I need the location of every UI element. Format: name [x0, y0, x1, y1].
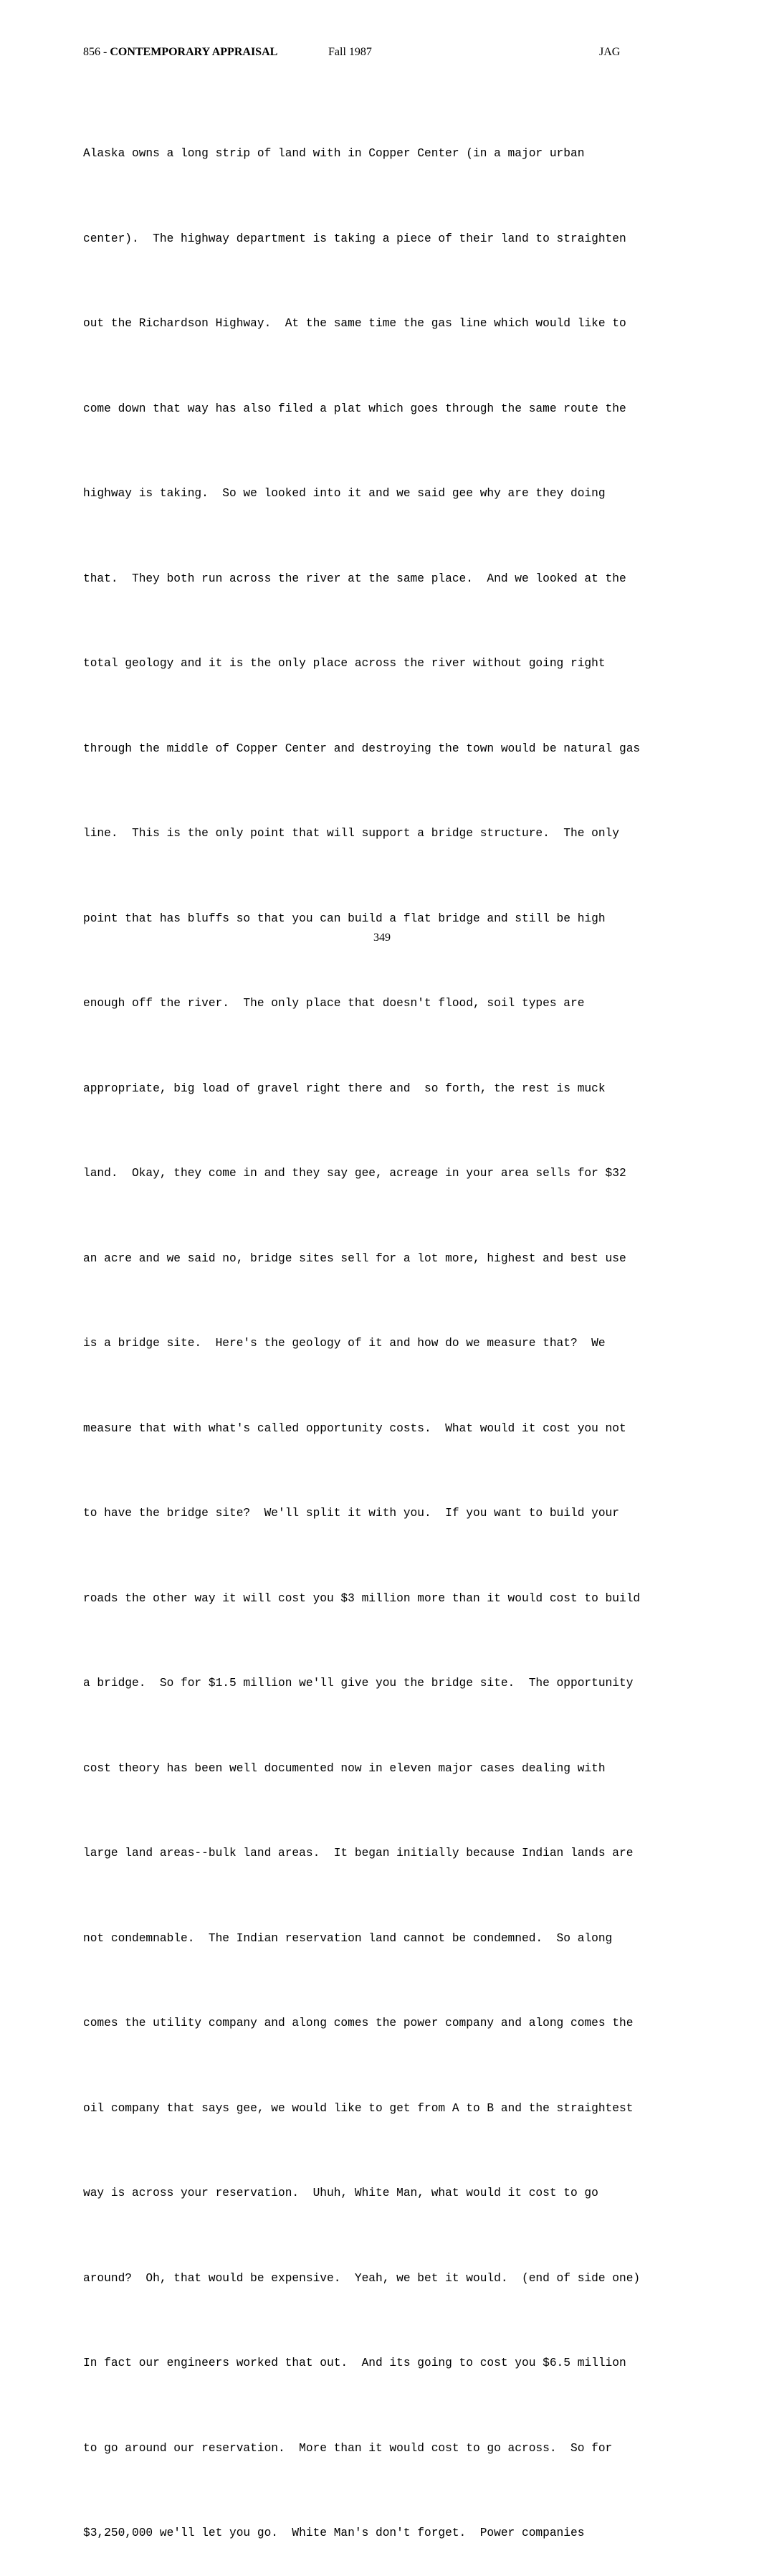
- text-line: a bridge. So for $1.5 million we'll give you the bridge site. The opportunity: [83, 1677, 634, 1690]
- text-line: center). The highway department is taking a piece of their land to straighten: [83, 232, 626, 245]
- text-line: total geology and it is the only place across the river without going right: [83, 657, 606, 670]
- course-number: 856 -: [83, 46, 110, 58]
- text-line: through the middle of Copper Center and destroying the town would be natural gas: [83, 742, 641, 755]
- course-title: CONTEMPORARY APPRAISAL: [110, 46, 278, 58]
- text-line: that. They both run across the river at the same place. And we looked at the: [83, 572, 626, 585]
- transcript-body: [83, 83, 685, 2576]
- text-line: not condemnable. The Indian reservation land cannot be condemned. So along: [83, 1931, 613, 1945]
- page-number: 349: [373, 932, 391, 944]
- text-line: point that has bluffs so that you can build a flat bridge and still be high: [83, 911, 606, 925]
- text-line: Alaska owns a long strip of land with in Copper Center (in a major urban: [83, 147, 585, 160]
- text-line: way is across your reservation. Uhuh, White Man, what would it cost to go: [83, 2187, 598, 2199]
- text-line: land. Okay, they come in and they say gee, acreage in your area sells for $32: [83, 1167, 626, 1180]
- author-initials: JAG: [599, 46, 621, 58]
- text-line: highway is taking. So we looked into it and we said gee why are they doing: [83, 487, 606, 500]
- page-header: [83, 44, 628, 60]
- text-line: an acre and we said no, bridge sites sell for a lot more, highest and best use: [83, 1251, 626, 1265]
- term-label: Fall 1987: [328, 46, 372, 58]
- text-line: line. This is the only point that will support a bridge structure. The only: [83, 827, 619, 840]
- text-line: is a bridge site. Here's the geology of it and how do we measure that? We: [83, 1337, 606, 1350]
- text-line: appropriate, big load of gravel right there and so forth, the rest is muck: [83, 1081, 606, 1095]
- course-heading: [83, 44, 277, 60]
- text-line: $3,250,000 we'll let you go. White Man's don't forget. Power companies: [83, 2527, 585, 2539]
- text-line: comes the utility company and along comes the power company and along comes the: [83, 2017, 634, 2030]
- text-line: large land areas--bulk land areas. It began initially because Indian lands are: [83, 1847, 634, 1860]
- text-line: out the Richardson Highway. At the same time the gas line which would like to: [83, 317, 626, 330]
- text-line: roads the other way it will cost you $3 million more than it would cost to build: [83, 1591, 641, 1605]
- text-line: around? Oh, that would be expensive. Yeah, we bet it would. (end of side one): [83, 2271, 641, 2285]
- text-line: to have the bridge site? We'll split it with you. If you want to build your: [83, 1507, 619, 1520]
- text-line: enough off the river. The only place that doesn't flood, soil types are: [83, 997, 585, 1010]
- text-line: measure that with what's called opportunity costs. What would it cost you not: [83, 1421, 626, 1435]
- text-line: In fact our engineers worked that out. And its going to cost you $6.5 million: [83, 2357, 626, 2369]
- text-line: come down that way has also filed a plat which goes through the same route the: [83, 402, 626, 415]
- text-line: cost theory has been well documented now in eleven major cases dealing with: [83, 1761, 606, 1775]
- text-line: oil company that says gee, we would like to get from A to B and the straightest: [83, 2101, 634, 2115]
- text-line: to go around our reservation. More than it would cost to go across. So for: [83, 2441, 613, 2455]
